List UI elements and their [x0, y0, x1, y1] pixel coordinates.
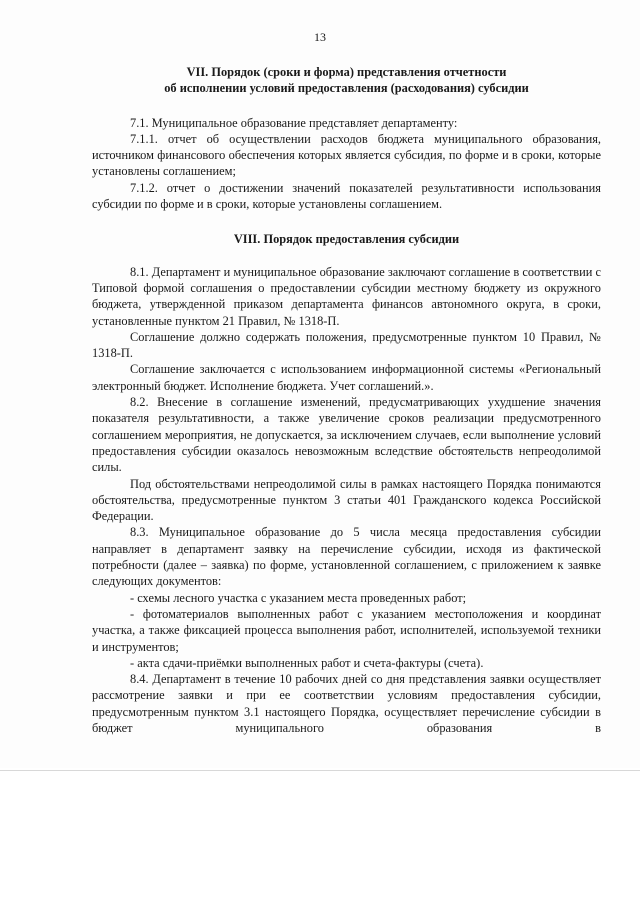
paragraph-8-3: 8.3. Муниципальное образование до 5 числа месяца предоставления субсидии направляет в департамент заявку на перечисление субсидии, исходя из фактической потребности (далее – заявка) по форме, установленной соглашением, с приложением к заявке следующих документов:: [92, 525, 601, 589]
paragraph-7-1-2: 7.1.2. отчет о достижении значений показателей результативности использования субсидии по форме и в сроки, которые установлены соглашением.: [92, 180, 601, 212]
section-8-heading: VIII. Порядок предоставления субсидии: [233, 232, 460, 247]
section-7-heading-line-1: VII. Порядок (сроки и форма) представления отчетности: [186, 65, 507, 79]
list-item-scheme: - схемы лесного участка с указанием места проведенных работ;: [130, 590, 467, 605]
paragraph-8-2: 8.2. Внесение в соглашение изменений, предусматривающих ухудшение значения показателя результативности, а также увеличение сроков реализации предусмотренного соглашением мероприятия, не допускается, за исключением случаев, если выполнение условий предоставления субсидии оказалось невозможным вследствие обстоятельств непреодолимой силы.: [92, 395, 601, 475]
paragraph-8-2-force-majeure: Под обстоятельствами непреодолимой силы в рамках настоящего Порядка понимаются обстоятельства, предусмотренные пунктом 3 статьи 401 Гражданского кодекса Российской Федерации.: [92, 476, 601, 524]
scan-margin: [0, 770, 640, 906]
section-7-heading: [92, 64, 601, 97]
paragraph-8-1-content: Соглашение должно содержать положения, предусмотренные пунктом 10 Правил, № 1318-П.: [92, 329, 601, 361]
document-body: [92, 64, 601, 736]
section-7-heading-line-2: об исполнении условий предоставления (расходования) субсидии: [164, 81, 529, 96]
paragraph-7-1-1: 7.1.1. отчет об осуществлении расходов бюджета муниципального образования, источником финансового обеспечения которых является субсидия, по форме и в сроки, которые установлены соглашением;: [92, 131, 601, 179]
paragraph-8-4: 8.4. Департамент в течение 10 рабочих дней со дня представления заявки осуществляет рассмотрение заявки и при ее соответствии условиям предоставления субсидии, предусмотренным пунктом 3.1 настоящего Порядка, осуществляет перечисление субсидии в бюджет муниципального образования в: [92, 672, 601, 735]
list-item-act: - акта сдачи-приёмки выполненных работ и счета-фактуры (счета).: [130, 655, 484, 670]
paragraph-8-1: 8.1. Департамент и муниципальное образование заключают соглашение в соответствии с Типовой формой соглашения о предоставлении субсидии местному бюджету из окружного бюджета, утвержденной приказом департамента финансов автономного округа, в сроки, установленные пунктом 21 Правил, № 1318-П.: [92, 264, 601, 328]
list-item-photos: - фотоматериалов выполненных работ с указанием местоположения и координат участка, а также фиксацией процесса выполнения работ, исполнителей, используемой техники и инструментов;: [92, 606, 601, 654]
page-number: 13: [314, 30, 326, 44]
paragraph-8-1-system: Соглашение заключается с использованием информационной системы «Региональный электронный бюджет. Исполнение бюджета. Учет соглашений.».: [92, 362, 601, 393]
paragraph-7-1: 7.1. Муниципальное образование представляет департаменту:: [130, 115, 458, 130]
